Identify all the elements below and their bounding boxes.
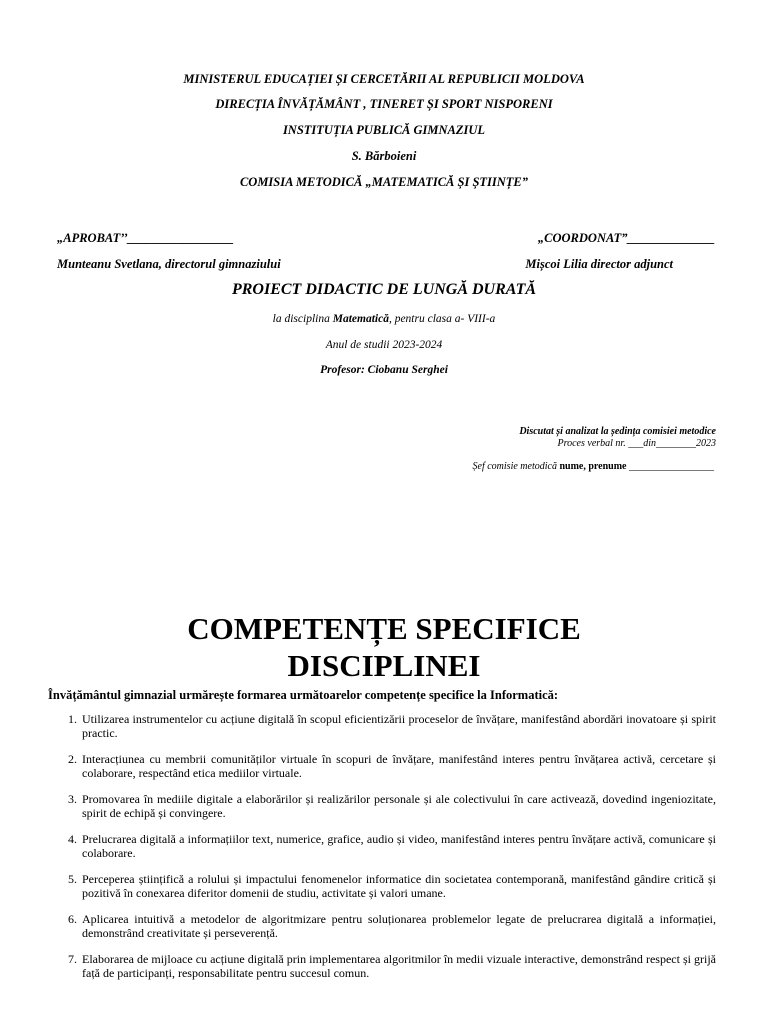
list-item — [54, 712, 716, 740]
school-year: Anul de studii 2023-2024 — [325, 339, 443, 351]
list-number: 6. — [68, 912, 77, 926]
list-text: Prelucrarea digitală a informațiilor text, numerice, grafice, audio și video, manifestând interes pentru învățare activă, comunicare și colaborare. — [82, 832, 716, 860]
list-text: Promovarea în mediile digitale a elaborărilor și realizărilor personale și ale colectivului în care activează, dovedind ingeniozitate, spirit de echipă și convingere. — [82, 792, 716, 820]
section-intro: Învățământul gimnazial urmărește formarea următoarelor competențe specifice la Informatică: — [48, 688, 559, 702]
project-title: PROIECT DIDACTIC DE LUNGĂ DURATĂ — [231, 281, 537, 298]
list-number: 5. — [68, 872, 77, 886]
section-title-line1: COMPETENȚE SPECIFICE — [187, 611, 581, 646]
teacher-name: Profesor: Ciobanu Serghei — [320, 364, 448, 376]
list-text: Utilizarea instrumentelor cu acțiune digitală în scopul eficientizării proceselor de învățare, manifestând abordări inovatoare și spirit practic. — [82, 712, 716, 740]
list-number: 1. — [68, 712, 77, 726]
list-number: 2. — [68, 752, 77, 766]
discussed-note: Discutat și analizat la ședința comisiei metodice — [519, 426, 716, 437]
discipline-line — [0, 313, 768, 325]
list-text: Interacțiunea cu membrii comunităților virtuale în scopuri de învățare, manifestând interes pentru învățarea activă, cercetare și colaborare, respectând etica mediilor virtuale. — [82, 752, 716, 780]
list-item — [54, 952, 716, 980]
directorate-line: DIRECȚIA ÎNVĂȚĂMÂNT , TINERET ȘI SPORT NISPORENI — [215, 97, 553, 111]
approved-label: „APROBAT’’_________________ — [57, 231, 234, 245]
chief-name: nume, prenume — [559, 461, 627, 472]
list-number: 3. — [68, 792, 77, 806]
discipline-prefix: la disciplina — [272, 313, 333, 325]
section-title-line2: DISCIPLINEI — [287, 648, 481, 683]
list-item — [54, 912, 716, 940]
list-number: 4. — [68, 832, 77, 846]
list-number: 7. — [68, 952, 77, 966]
list-item — [54, 752, 716, 780]
list-item — [54, 792, 716, 820]
village-line: S. Bărboieni — [351, 149, 417, 163]
director-name: Munteanu Svetlana, directorul gimnaziului — [57, 257, 281, 271]
list-text: Aplicarea intuitivă a metodelor de algoritmizare pentru soluționarea problemelor legate de prelucrarea digitală a informației, demonstrând creativitate și perseverență. — [82, 912, 716, 940]
commission-chief — [473, 461, 714, 472]
discipline-suffix: , pentru clasa a- VIII-a — [388, 313, 496, 325]
list-text: Perceperea științifică a rolului și impactului fenomenelor informatice din societatea contemporană, manifestând gândire critică și pozitivă în conexarea diferitor domenii de studiu, activitate și valori umane. — [82, 872, 716, 900]
coordinated-label: „COORDONAT”______________ — [537, 231, 715, 245]
commission-line: COMISIA METODICĂ „MATEMATICĂ ȘI ȘTIINȚE” — [239, 175, 529, 189]
institution-line: INSTITUȚIA PUBLICĂ GIMNAZIUL — [282, 123, 486, 137]
competences-list — [54, 712, 716, 992]
proces-verbal: Proces verbal nr. ___din________2023 — [557, 438, 716, 449]
deputy-director-name: Mișcoi Lilia director adjunct — [525, 257, 673, 271]
chief-blank: _________________ — [626, 461, 714, 472]
ministry-line: MINISTERUL EDUCAȚIEI ȘI CERCETĂRII AL REPUBLICII MOLDOVA — [183, 72, 585, 86]
list-text: Elaborarea de mijloace cu acțiune digitală prin implementarea algoritmilor în medii vizuale interactive, demonstrând respect și grijă față de participanți, responsabilitate pentru succesul comun. — [82, 952, 716, 980]
chief-label: Șef comisie metodică — [472, 461, 560, 472]
discipline-name: Matematică — [332, 313, 389, 325]
list-item — [54, 832, 716, 860]
list-item — [54, 872, 716, 900]
